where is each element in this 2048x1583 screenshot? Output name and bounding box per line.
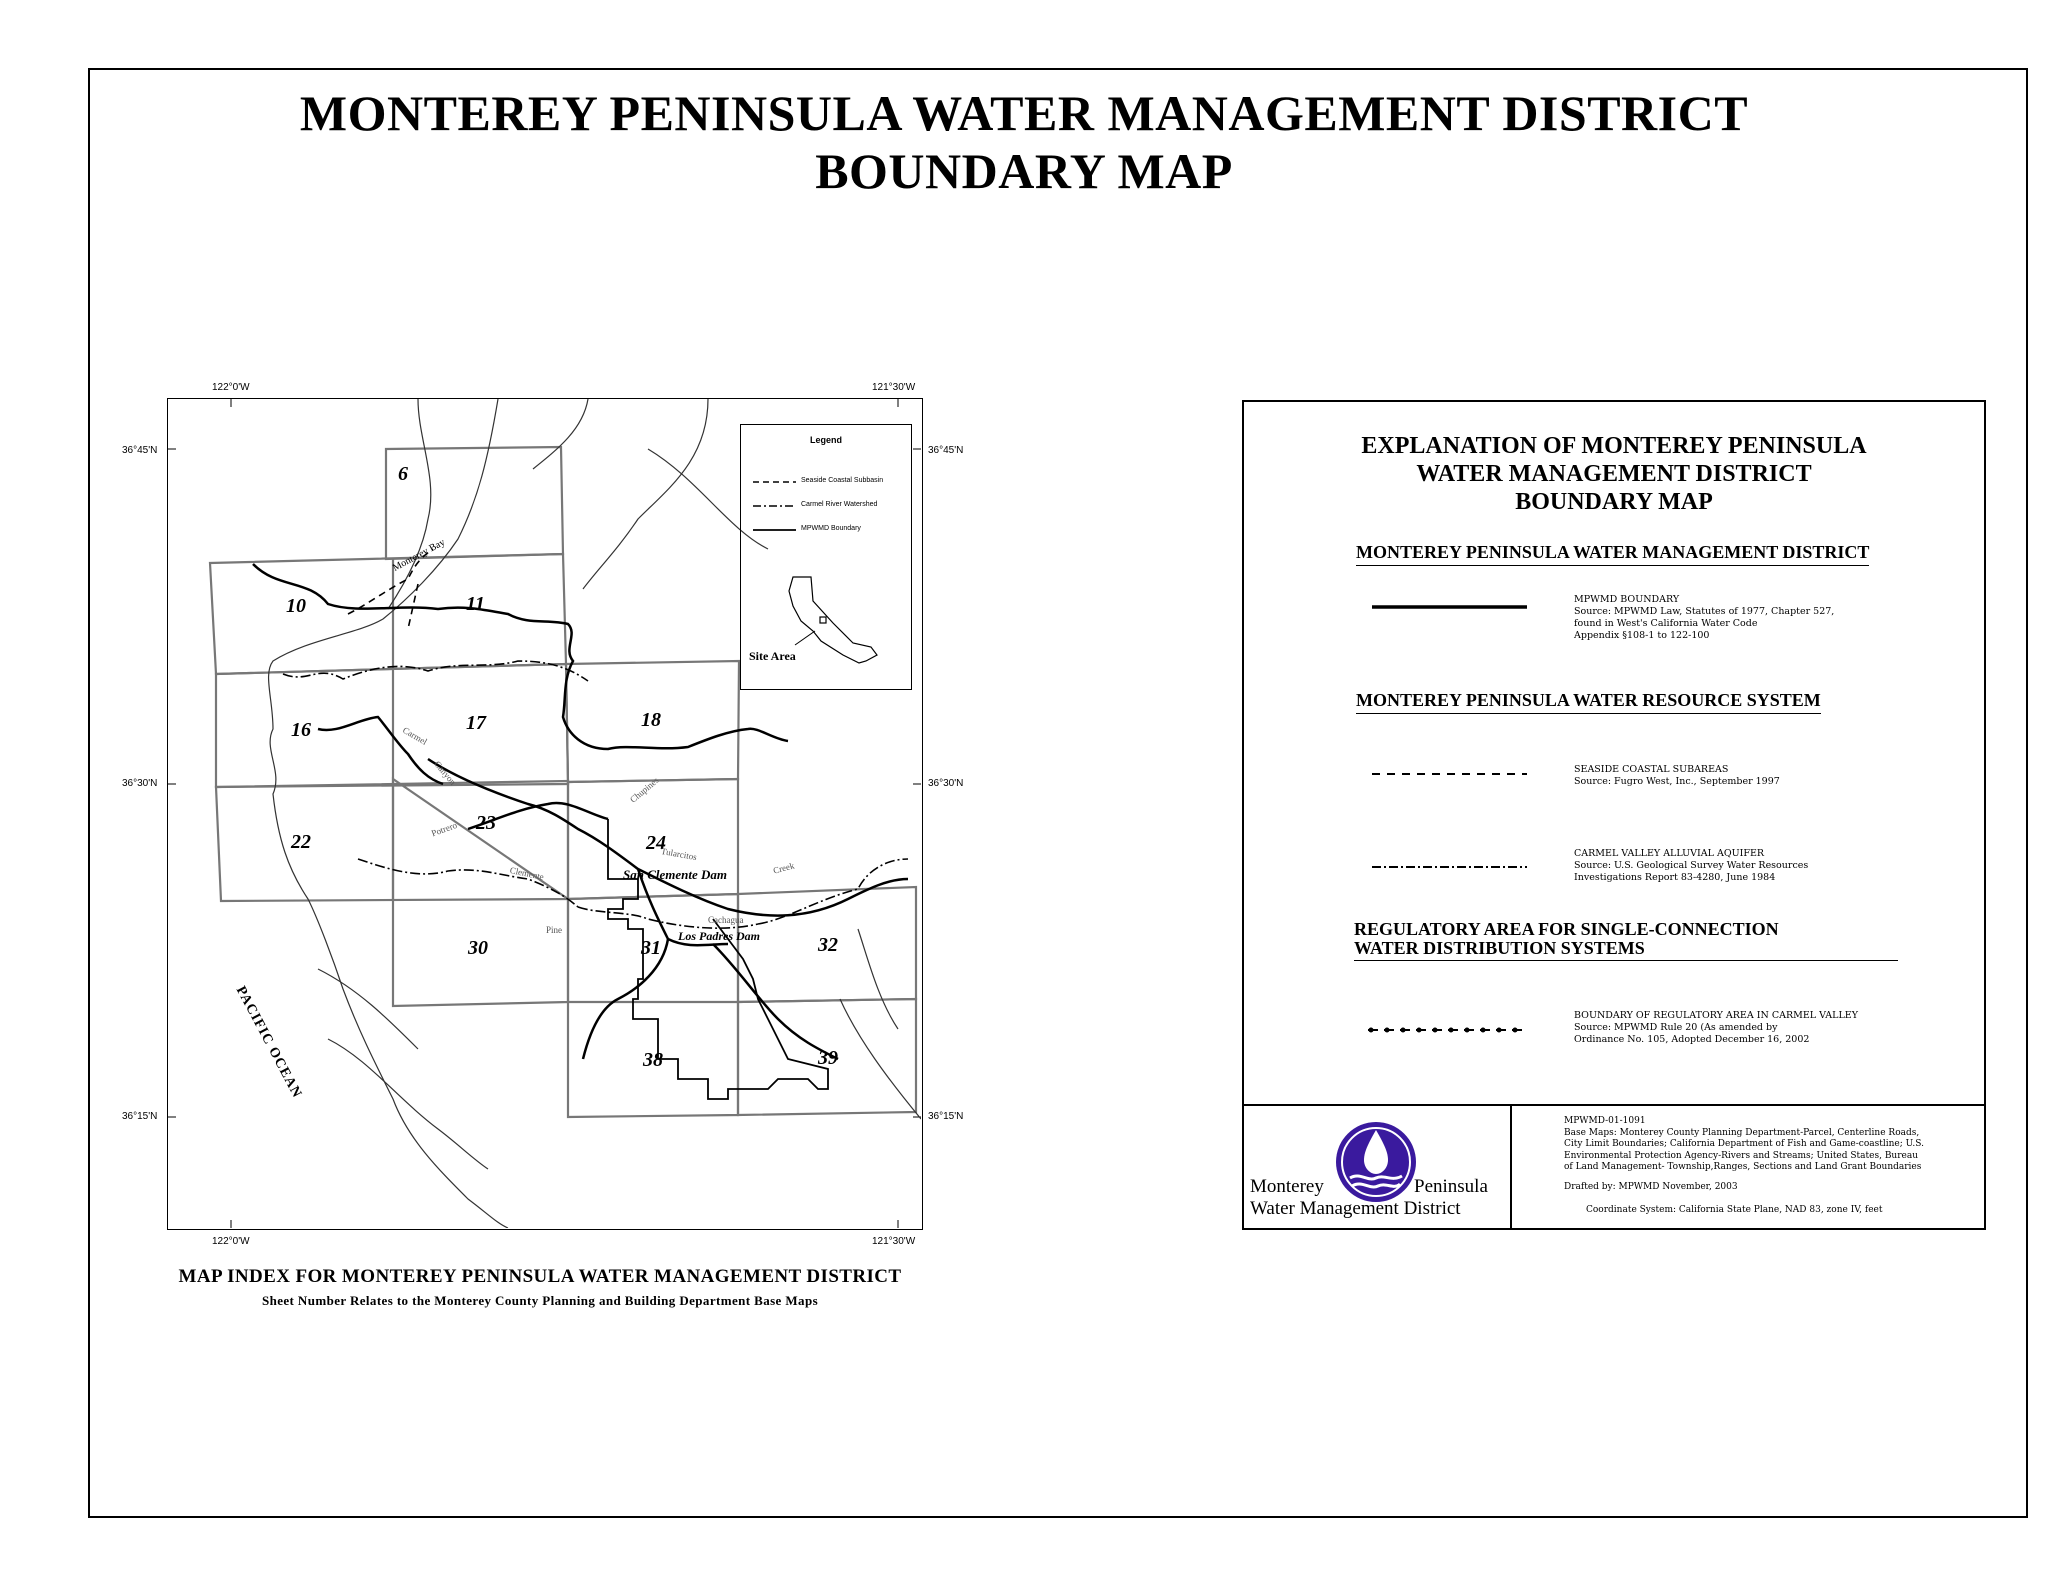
sheet-number: 18 bbox=[641, 709, 661, 731]
label-carmel: Carmel bbox=[401, 725, 429, 747]
explanation-title-line2: WATER MANAGEMENT DISTRICT bbox=[1416, 461, 1812, 487]
item2-line2: Source: Fugro West, Inc., September 1997 bbox=[1574, 776, 1780, 787]
legend-item: Carmel River Watershed bbox=[801, 501, 878, 508]
item1-line4: Appendix §108-1 to 122-100 bbox=[1574, 630, 1710, 641]
notes-map-id: MPWMD-01-1091 bbox=[1564, 1116, 1646, 1126]
main-title: MONTEREY PENINSULA WATER MANAGEMENT DISTRICT bbox=[299, 85, 1749, 141]
regulatory-boundary-text bbox=[1574, 1010, 1858, 1046]
section3-underline bbox=[1354, 960, 1898, 961]
sheet-number: 30 bbox=[468, 937, 488, 959]
label-potrero: Potrero bbox=[430, 819, 459, 839]
item4-line3: Ordinance No. 105, Adopted December 16, 2002 bbox=[1574, 1034, 1810, 1045]
explanation-title-line1: EXPLANATION OF MONTEREY PENINSULA bbox=[1361, 433, 1867, 459]
lat-label-right-15: 36°15'N bbox=[928, 1111, 964, 1122]
lon-label-bottom-right: 121°30'W bbox=[872, 1236, 916, 1247]
logo-word-monterey: Monterey bbox=[1250, 1176, 1324, 1197]
panel-divider bbox=[1244, 1104, 1984, 1106]
section3-line2: WATER DISTRIBUTION SYSTEMS bbox=[1354, 938, 1645, 958]
notes-base-maps: Base Maps: Monterey County Planning Department-Parcel, Centerline Roads, bbox=[1564, 1127, 1920, 1138]
section-regulatory-area bbox=[1354, 920, 1779, 958]
lon-label-top-right: 121°30'W bbox=[872, 382, 916, 393]
notes-coordinate-system: Coordinate System: California State Plane, NAD 83, zone IV, feet bbox=[1586, 1205, 1883, 1215]
seaside-subareas-text bbox=[1574, 764, 1780, 788]
california-inset-map bbox=[741, 551, 911, 691]
sheet-number: 24 bbox=[646, 832, 666, 854]
logo-word-peninsula: Peninsula bbox=[1414, 1176, 1488, 1197]
item2-line1: SEASIDE COASTAL SUBAREAS bbox=[1574, 764, 1729, 775]
lat-label-left-30: 36°30'N bbox=[122, 778, 158, 789]
label-clemente: Clemente bbox=[508, 865, 545, 882]
legend-item: MPWMD Boundary bbox=[801, 525, 861, 532]
sheet-number: 38 bbox=[643, 1049, 663, 1071]
sheet-number: 6 bbox=[398, 463, 408, 485]
map-legend bbox=[740, 424, 912, 690]
sheet-6 bbox=[386, 447, 563, 559]
alluvial-aquifer-text bbox=[1574, 848, 1808, 884]
map-index-caption: MAP INDEX FOR MONTEREY PENINSULA WATER MANAGEMENT DISTRICT bbox=[178, 1266, 902, 1287]
map-index-subcaption: Sheet Number Relates to the Monterey County Planning and Building Department Base Maps bbox=[261, 1293, 819, 1308]
label-pine: Pine bbox=[546, 925, 563, 935]
label-cachagua: Cachagua bbox=[708, 915, 744, 925]
label-canyon: Canyon bbox=[432, 759, 458, 787]
sheet-number: 10 bbox=[286, 595, 306, 617]
item3-line3: Investigations Report 83-4280, June 1984 bbox=[1574, 872, 1776, 883]
sheet-number: 16 bbox=[291, 719, 311, 741]
sheet-number: 32 bbox=[818, 934, 838, 956]
mpwmd-boundary-text bbox=[1574, 594, 1834, 642]
notes-line3: City Limit Boundaries; California Department of Fish and Game-coastline; U.S. bbox=[1564, 1139, 1924, 1149]
item1-line3: found in West's California Water Code bbox=[1574, 618, 1758, 629]
legend-site-area: Site Area bbox=[749, 649, 796, 663]
sheet-number: 17 bbox=[466, 712, 486, 734]
lat-label-left-45: 36°45'N bbox=[122, 445, 158, 456]
label-los-padres-dam: Los Padres Dam bbox=[678, 929, 760, 943]
explanation-panel bbox=[1242, 400, 1986, 1230]
label-pacific-ocean: PACIFIC OCEAN bbox=[232, 984, 305, 1101]
section-district: MONTEREY PENINSULA WATER MANAGEMENT DISTRICT bbox=[1356, 542, 1869, 566]
item4-line2: Source: MPWMD Rule 20 (As amended by bbox=[1574, 1022, 1778, 1033]
notes-drafted-by: Drafted by: MPWMD November, 2003 bbox=[1564, 1181, 1738, 1192]
sheet-31-38 bbox=[568, 894, 738, 1117]
explanation-title-line3: BOUNDARY MAP bbox=[1515, 489, 1713, 515]
item3-line1: CARMEL VALLEY ALLUVIAL AQUIFER bbox=[1574, 848, 1765, 859]
legend-line-dashed bbox=[1372, 769, 1532, 779]
mpwmd-logo-icon bbox=[1334, 1120, 1418, 1204]
label-chupines: Chupines bbox=[628, 775, 661, 805]
legend-line-dashdot bbox=[1372, 862, 1532, 872]
legend-title: Legend bbox=[809, 435, 842, 445]
sheet-number: 11 bbox=[466, 593, 485, 615]
item1-line2: Source: MPWMD Law, Statutes of 1977, Chapter 527, bbox=[1574, 606, 1835, 617]
label-tularcitos: Tularcitos bbox=[660, 846, 698, 863]
item1-line1: MPWMD BOUNDARY bbox=[1574, 594, 1680, 605]
legend-item: Seaside Coastal Subbasin bbox=[801, 477, 884, 484]
legend-line-dotdash bbox=[1368, 1024, 1528, 1036]
lon-label-top-left: 122°0'W bbox=[212, 382, 250, 393]
label-san-clemente-dam: San Clemente Dam bbox=[623, 867, 728, 882]
sheet-number: 22 bbox=[291, 831, 311, 853]
panel-vertical-divider bbox=[1510, 1104, 1512, 1228]
lat-label-right-45: 36°45'N bbox=[928, 445, 964, 456]
lat-label-left-15: 36°15'N bbox=[122, 1111, 158, 1122]
sheet-number: 31 bbox=[641, 937, 661, 959]
label-creek: Creek bbox=[772, 860, 796, 876]
section3-line1: REGULATORY AREA FOR SINGLE-CONNECTION bbox=[1354, 919, 1779, 939]
notes-line5: of Land Management- Township,Ranges, Sections and Land Grant Boundaries bbox=[1564, 1162, 1922, 1172]
logo-line-district: Water Management District bbox=[1250, 1198, 1461, 1219]
item3-line2: Source: U.S. Geological Survey Water Resources bbox=[1574, 860, 1809, 871]
item4-line1: BOUNDARY OF REGULATORY AREA IN CARMEL VALLEY bbox=[1574, 1010, 1858, 1021]
map-notes bbox=[1564, 1116, 1924, 1217]
label-monterey-bay: Monterey Bay bbox=[391, 537, 447, 574]
legend-line-solid bbox=[1372, 602, 1532, 612]
sheet-number: 39 bbox=[818, 1047, 838, 1069]
notes-line4: Environmental Protection Agency-Rivers and Streams; United States, Bureau bbox=[1564, 1150, 1919, 1161]
lat-label-right-30: 36°30'N bbox=[928, 778, 964, 789]
section-resource-system: MONTEREY PENINSULA WATER RESOURCE SYSTEM bbox=[1356, 690, 1821, 714]
lon-label-bottom-left: 122°0'W bbox=[212, 1236, 250, 1247]
sheet-number: 23 bbox=[476, 812, 496, 834]
main-subtitle: BOUNDARY MAP bbox=[815, 143, 1233, 199]
explanation-title bbox=[1244, 432, 1984, 516]
